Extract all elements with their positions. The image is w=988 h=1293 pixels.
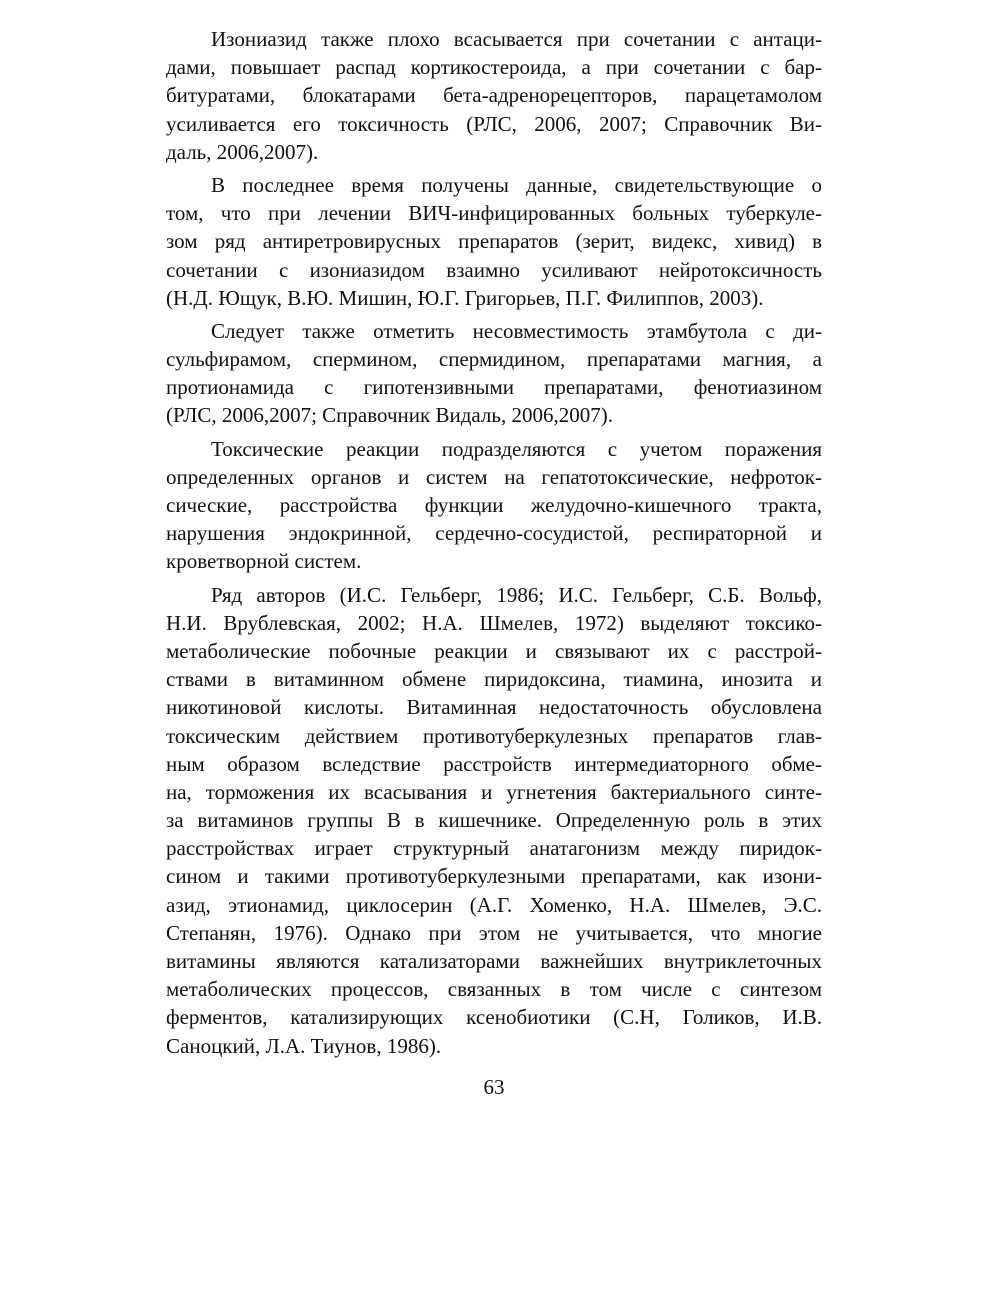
text-line: ным образом вследствие расстройств интермедиаторного обме- <box>166 751 822 776</box>
page-number: 63 <box>483 1075 505 1099</box>
text-line: зом ряд антиретровирусных препаратов (зерит, видекс, хивид) в <box>166 229 822 254</box>
text-line: дами, повышает распад кортикостероида, а при сочетании с бар- <box>166 55 822 80</box>
text-line: усиливается его токсичность (РЛС, 2006, 2007; Справочник Ви- <box>166 111 822 136</box>
text-line: Следует также отметить несовместимость этамбутола с ди- <box>211 318 822 343</box>
text-line: сочетании с изониазидом взаимно усиливают нейротоксичность <box>166 257 822 282</box>
text-line: витамины являются катализаторами важнейших внутриклеточных <box>166 949 822 973</box>
text-line: Н.И. Врублевская, 2002; Н.А. Шмелев, 1972) выделяют токсико- <box>166 610 822 635</box>
text-line: том, что при лечении ВИЧ-инфицированных больных туберкуле- <box>166 201 822 226</box>
text-line: метаболические побочные реакции и связывают их с расстрой- <box>166 638 822 663</box>
text-line: (Н.Д. Ющук, В.Ю. Мишин, Ю.Г. Григорьев, П.Г. Филиппов, 2003). <box>166 285 764 310</box>
text-line: ферментов, катализирующих ксенобиотики (С.Н, Голиков, И.В. <box>166 1005 822 1030</box>
text-line: за витаминов группы В в кишечнике. Определенную роль в этих <box>166 808 822 833</box>
text-line: сульфирамом, спермином, спермидином, препаратами магния, а <box>166 347 822 372</box>
text-line: сические, расстройства функции желудочно-кишечного тракта, <box>166 493 822 517</box>
paragraph <box>166 25 822 166</box>
text-line: В последнее время получены данные, свидетельствующие о <box>211 172 822 197</box>
text-line: Ряд авторов (И.С. Гельберг, 1986; И.С. Гельберг, С.Б. Вольф, <box>211 582 822 607</box>
paragraph <box>166 581 822 1060</box>
text-line: даль, 2006,2007). <box>166 139 319 164</box>
body-text <box>166 25 822 1065</box>
text-line: протионамида с гипотензивными препаратами, фенотиазином <box>166 375 822 400</box>
text-line: на, торможения их всасывания и угнетения бактериального синте- <box>166 779 822 804</box>
paragraph <box>166 171 822 312</box>
text-line: Степанян, 1976). Однако при этом не учитывается, что многие <box>166 920 822 945</box>
text-line: сином и такими противотуберкулезными препаратами, как изони- <box>166 864 822 889</box>
text-line: расстройствах играет структурный анатагонизм между пиридок- <box>166 836 822 861</box>
text-line: (РЛС, 2006,2007; Справочник Видаль, 2006,2007). <box>166 403 613 428</box>
text-line: кроветворной систем. <box>166 549 362 574</box>
text-line: Изониазид также плохо всасывается при сочетании с антаци- <box>211 27 822 51</box>
text-line: азид, этионамид, циклосерин (А.Г. Хоменко, Н.А. Шмелев, Э.С. <box>166 892 822 917</box>
paragraph <box>166 317 822 430</box>
text-line: Саноцкий, Л.А. Тиунов, 1986). <box>166 1033 442 1058</box>
text-line: ствами в витаминном обмене пиридоксина, тиамина, инозита и <box>166 667 822 692</box>
paragraph <box>166 435 822 576</box>
text-line: определенных органов и систем на гепатотоксические, нефроток- <box>166 464 822 489</box>
text-line: битуратами, блокатарами бета-адренорецепторов, парацетамолом <box>166 83 822 108</box>
text-line: нарушения эндокринной, сердечно-сосудистой, респираторной и <box>166 521 822 546</box>
text-line: Токсические реакции подразделяются с учетом поражения <box>211 436 822 461</box>
text-line: метаболических процессов, связанных в том числе с синтезом <box>166 977 822 1002</box>
text-line: токсическим действием противотуберкулезных препаратов глав- <box>166 723 822 748</box>
text-line: никотиновой кислоты. Витаминная недостаточность обусловлена <box>166 695 822 720</box>
